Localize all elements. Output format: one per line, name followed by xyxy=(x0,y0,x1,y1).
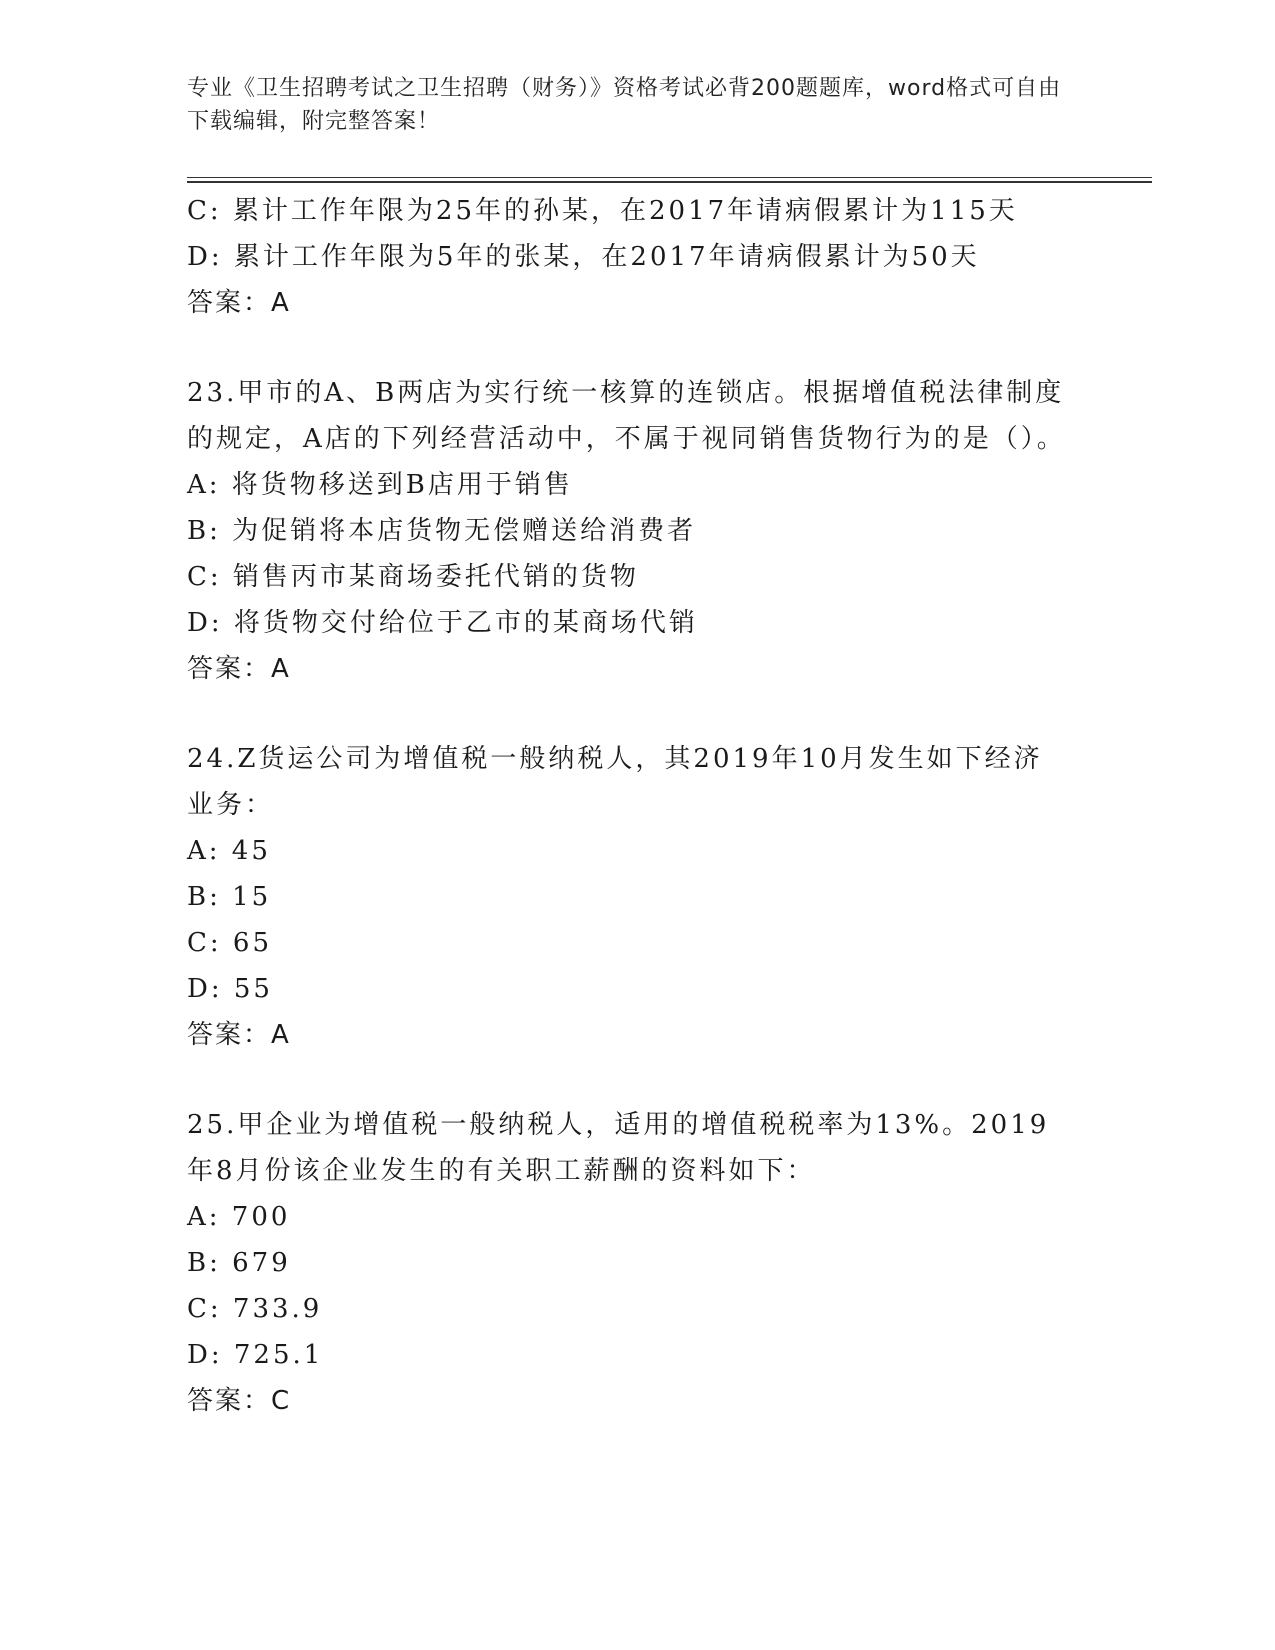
option-d: D: 将货物交付给位于乙市的某商场代销 xyxy=(187,608,698,638)
question-23 xyxy=(187,370,1077,692)
option-b: B: 679 xyxy=(187,1248,291,1278)
spacer xyxy=(187,326,1077,370)
option-c: C: 销售丙市某商场委托代销的货物 xyxy=(187,562,639,592)
header-rule-thin xyxy=(187,177,1152,178)
option-a: A: 700 xyxy=(187,1202,291,1232)
answer: 答案：A xyxy=(187,1020,291,1050)
spacer xyxy=(187,692,1077,736)
question-stem: 25.甲企业为增值税一般纳税人，适用的增值税税率为13%。2019年8月份该企业发生的有关职工薪酬的资料如下： xyxy=(187,1110,1050,1186)
question-list xyxy=(187,188,1077,1424)
option-d: D: 55 xyxy=(187,974,273,1004)
option-d: D: 累计工作年限为5年的张某，在2017年请病假累计为50天 xyxy=(187,242,980,272)
spacer xyxy=(187,1058,1077,1102)
question-22-tail xyxy=(187,188,1077,326)
question-25 xyxy=(187,1102,1077,1424)
question-24 xyxy=(187,736,1077,1058)
document-header: 专业《卫生招聘考试之卫生招聘（财务）》资格考试必背200题题库，word格式可自由下载编辑，附完整答案！ xyxy=(187,76,1062,134)
option-c: C: 733.9 xyxy=(187,1294,323,1324)
option-d: D: 725.1 xyxy=(187,1340,324,1370)
option-c: C: 65 xyxy=(187,928,273,958)
question-stem: 24.Z货运公司为增值税一般纳税人，其2019年10月发生如下经济业务： xyxy=(187,744,1043,820)
option-c: C: 累计工作年限为25年的孙某，在2017年请病假累计为115天 xyxy=(187,196,1018,226)
answer: 答案：A xyxy=(187,288,291,318)
header-rule-thick xyxy=(187,181,1152,183)
answer: 答案：C xyxy=(187,1386,292,1416)
option-b: B: 为促销将本店货物无偿赠送给消费者 xyxy=(187,516,697,546)
option-b: B: 15 xyxy=(187,882,272,912)
question-stem: 23.甲市的A、B两店为实行统一核算的连锁店。根据增值税法律制度的规定，A店的下列经营活动中，不属于视同销售货物行为的是（）。 xyxy=(187,378,1066,454)
answer: 答案：A xyxy=(187,654,291,684)
option-a: A: 45 xyxy=(187,836,271,866)
option-a: A: 将货物移送到B店用于销售 xyxy=(187,470,573,500)
